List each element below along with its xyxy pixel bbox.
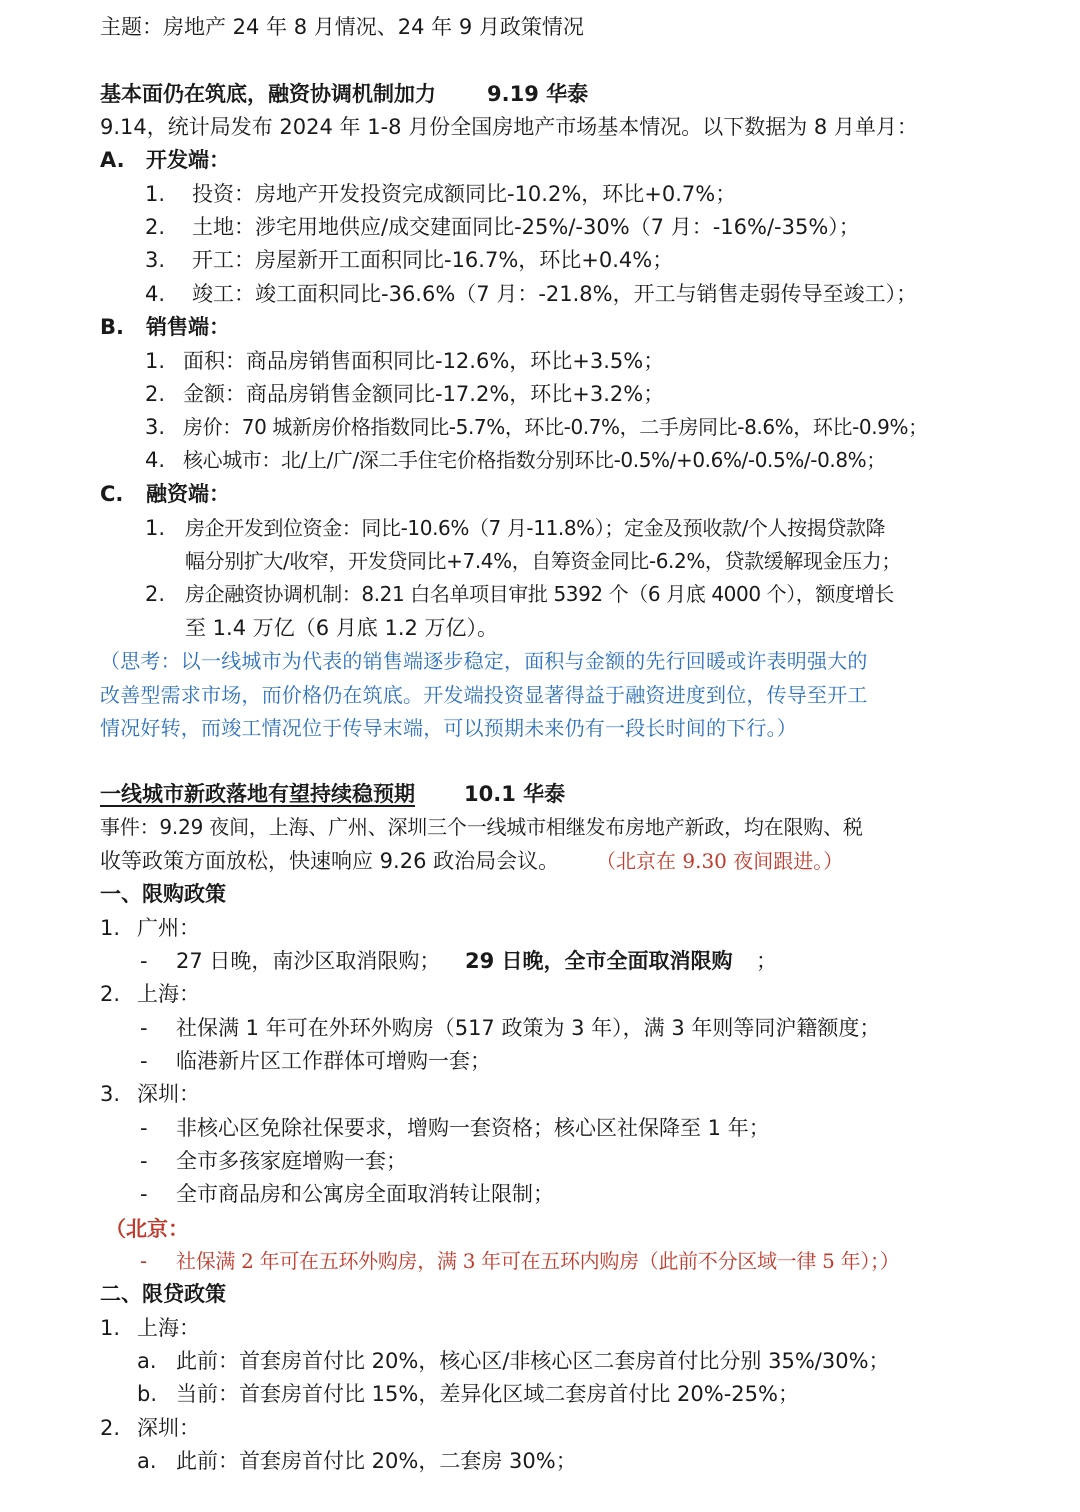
part-c-heading: C. 融资端： (100, 482, 230, 506)
city-shenzhen-loan: 2. 深圳： (100, 1416, 200, 1440)
list-item: 4. 核心城市：北/上/广/深二手住宅价格指数分别环比-0.5%/+0.6%/-0.5%/-0.8%； (145, 448, 886, 472)
city-beijing-note: （北京： (105, 1216, 189, 1241)
subject: 主题：房地产 24 年 8 月情况、24 年 9 月政策情况 (100, 15, 584, 39)
think-note: 改善型需求市场，而价格仍在筑底。开发端投资显著得益于融资进度到位，传导至开工 (100, 683, 868, 707)
list-item: a. 此前：首套房首付比 20%，核心区/非核心区二套房首付比分别 35%/30%； (137, 1349, 890, 1373)
list-item: 1. 面积：商品房销售面积同比-12.6%，环比+3.5%； (145, 349, 665, 373)
city-shanghai: 2. 上海： (100, 982, 200, 1006)
city-shanghai-loan: 1. 上海： (100, 1316, 200, 1340)
list-item: 2. 房企融资协调机制：8.21 白名单项目审批 5392 个（6 月底 4000 个），额度增长 (145, 582, 894, 606)
section2-title-tag: 10.1 华泰 (464, 782, 566, 806)
list-item: 2. 土地：涉宅用地供应/成交建面同比-25%/-30%（7 月：-16%/-35%）； (145, 215, 860, 239)
think-note: （思考：以一线城市为代表的销售端逐步稳定，面积与金额的先行回暖或许表明强大的 (100, 649, 868, 673)
part-b-heading: B. 销售端： (100, 315, 230, 339)
part-a-heading: A. 开发端： (100, 148, 230, 172)
list-item: - 全市多孩家庭增购一套； (140, 1149, 407, 1173)
list-item: - 社保满 2 年可在五环外购房，满 3 年可在五环内购房（此前不分区域一律 5 年）；） (140, 1249, 900, 1273)
event-text: 收等政策方面放松，快速响应 9.26 政治局会议。 （北京在 9.30 夜间跟进。） (100, 849, 844, 873)
list-item: - 非核心区免除社保要求，增购一套资格；核心区社保降至 1 年； (140, 1116, 770, 1140)
section1-intro: 9.14，统计局发布 2024 年 1-8 月份全国房地产市场基本情况。以下数据为 8 月单月： (100, 115, 918, 139)
list-item: - 临港新片区工作群体可增购一套； (140, 1049, 491, 1073)
think-note: 情况好转，而竣工情况位于传导末端，可以预期未来仍有一段长时间的下行。） (100, 716, 797, 740)
list-item: b. 当前：首套房首付比 15%，差异化区域二套房首付比 20%-25%； (137, 1382, 799, 1406)
list-item: - 社保满 1 年可在外环外购房（517 政策为 3 年），满 3 年则等同沪籍额度； (140, 1016, 881, 1040)
section2-title-line (0, 778, 1080, 811)
list-item: 3. 房价：70 城新房价格指数同比-5.7%，环比-0.7%，二手房同比-8.6%，环比-0.9%； (145, 415, 928, 439)
list-item: 2. 金额：商品房销售金额同比-17.2%，环比+3.2%； (145, 382, 665, 406)
city-shenzhen: 3. 深圳： (100, 1082, 200, 1106)
list-item-continued: 至 1.4 万亿（6 月底 1.2 万亿）。 (185, 616, 499, 640)
section1-title-tag: 9.19 华泰 (487, 82, 589, 106)
section1-title-line (0, 78, 1080, 111)
list-item-continued: 幅分别扩大/收窄，开发贷同比+7.4%，自筹资金同比-6.2%，贷款缓解现金压力； (185, 549, 901, 573)
list-item: 1. 房企开发到位资金：同比-10.6%（7 月-11.8%）；定金及预收款/个人按揭贷款降 (145, 516, 886, 540)
city-guangzhou: 1. 广州： (100, 916, 200, 940)
section1-title: 基本面仍在筑底，融资协调机制加力 (100, 82, 436, 106)
event-text: 事件：9.29 夜间，上海、广州、深圳三个一线城市相继发布房地产新政，均在限购、税 (100, 815, 863, 839)
section2-title: 一线城市新政落地有望持续稳预期 (100, 782, 415, 806)
policy1-heading: 一、限购政策 (100, 882, 226, 906)
list-item: a. 此前：首套房首付比 20%，二套房 30%； (137, 1449, 577, 1473)
list-item: 4. 竣工：竣工面积同比-36.6%（7 月：-21.8%，开工与销售走弱传导至竣工）； (145, 282, 918, 306)
list-item: - 27 日晚，南沙区取消限购； 29 日晚，全市全面取消限购 ； (140, 949, 777, 973)
list-item: 3. 开工：房屋新开工面积同比-16.7%，环比+0.4%； (145, 248, 674, 272)
subject-line (0, 11, 1080, 44)
list-item: - 全市商品房和公寓房全面取消转让限制； (140, 1182, 554, 1206)
list-item: 1. 投资：房地产开发投资完成额同比-10.2%，环比+0.7%； (145, 182, 737, 206)
policy2-heading: 二、限贷政策 (100, 1282, 226, 1306)
